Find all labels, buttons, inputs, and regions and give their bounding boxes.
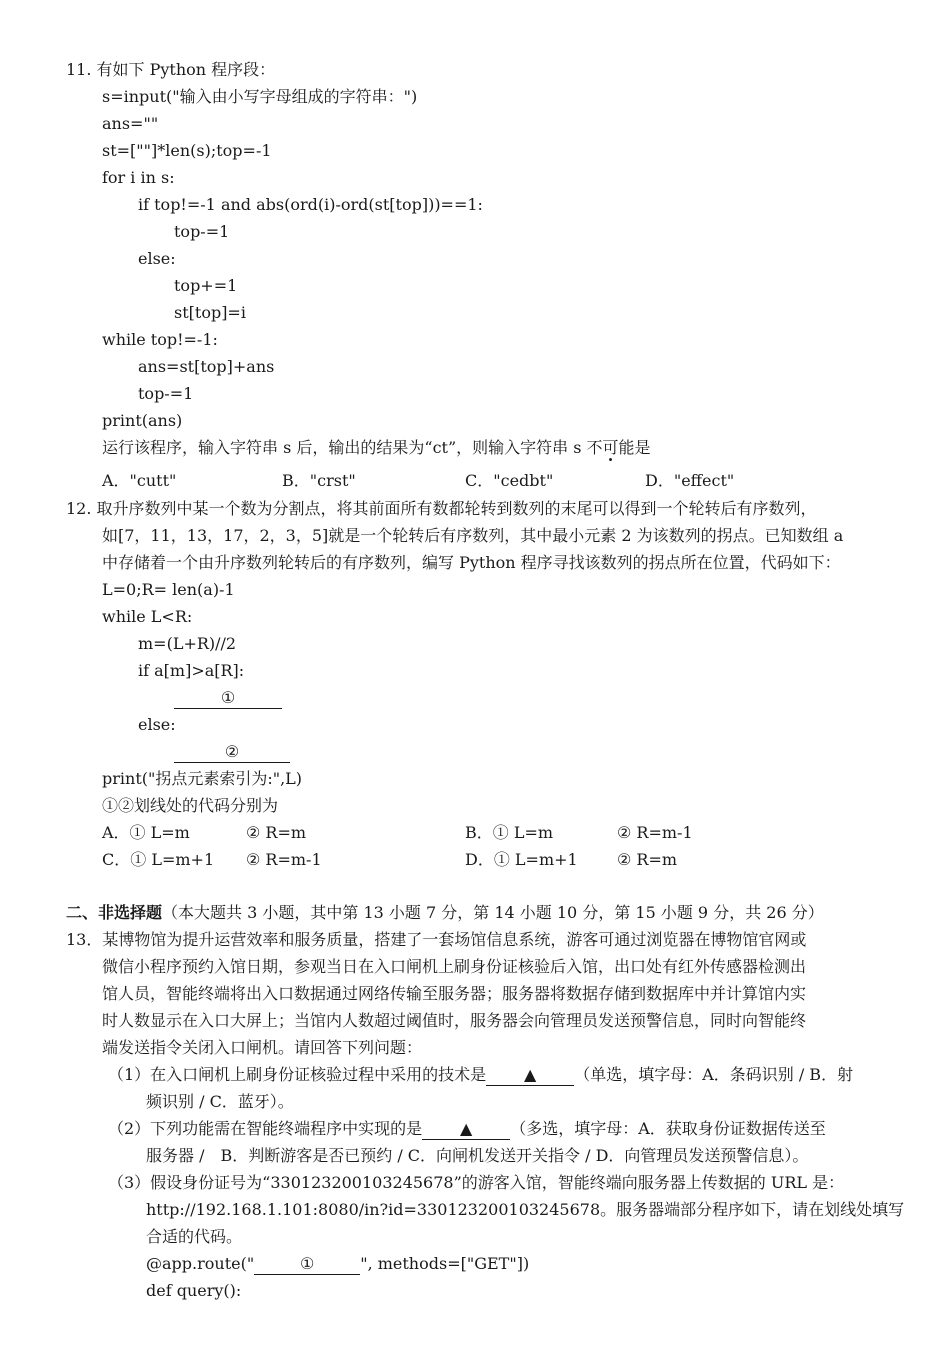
q12-code-line: while L<R: [102,607,193,626]
q11-code-line: while top!=-1: [102,330,218,349]
q12-option-d1: D．① L=m+1 [465,850,578,869]
q11-option-d: D．"effect" [645,471,735,490]
section-note: （本大题共 3 小题，其中第 13 小题 7 分，第 14 小题 10 分，第 15 小题 9 分，共 26 分） [162,903,824,922]
q13-part1-text: （1）在入口闸机上刷身份证核验过程中采用的技术是 [108,1065,487,1084]
q12-option-a1: A．① L=m [102,823,190,842]
q11-code-line: else: [138,249,176,268]
q11-code-line: for i in s: [102,168,175,187]
q11-code-line: top-=1 [138,384,194,403]
q11-code-line: st[top]=i [174,303,246,322]
q13-text-line: 13．某博物馆为提升运营效率和服务质量，搭建了一套场馆信息系统，游客可通过浏览器在博物馆官网或 [66,930,807,949]
q13-part2-cont: 服务器 / B．判断游客是否已预约 / C．向闸机发送开关指令 / D．向管理员发送预警信息）。 [146,1146,809,1165]
section-heading [66,903,824,923]
q11-header: 11. 有如下 Python 程序段： [66,60,276,79]
q12-code-line: m=(L+R)//2 [138,634,237,653]
q13-text-line: 馆人员，智能终端将出入口数据通过网络传输至服务器；服务器将数据存储到数据库中并计算馆内实 [102,984,807,1003]
q13-route-line [146,1254,529,1275]
q12-code-line: if a[m]>a[R]: [138,661,245,680]
q13-def-line: def query(): [146,1281,242,1300]
q12-blank-2 [174,742,290,763]
q12-option-d2: ② R=m [617,850,678,869]
route-decorator-end: ", methods=["GET"]) [360,1254,530,1273]
route-blank: ① [254,1254,360,1275]
route-decorator-start: @app.route(" [146,1254,255,1273]
q13-part3-line: 合适的代码。 [146,1227,243,1246]
q11-option-b: B．"crst" [282,471,356,490]
q12-blank-1 [174,688,282,709]
q12-question: ①②划线处的代码分别为 [102,796,279,815]
q12-text-line: 12. 取升序数列中某一个数为分割点，将其前面所有数都轮转到数列的末尾可以得到一个轮转后有序数列， [66,499,817,518]
q13-part1-blank: ▲ [486,1065,574,1086]
q12-code-line: L=0;R= len(a)-1 [102,580,235,599]
q13-part1-cont: 频识别 / C．蓝牙）。 [146,1092,294,1111]
q11-option-c: C．"cedbt" [465,471,554,490]
q11-code-line: top+=1 [174,276,238,295]
q13-text-line: 时人数显示在入口大屏上；当馆内人数超过阈值时，服务器会向管理员发送预警信息，同时向智能终 [102,1011,807,1030]
q12-code-line: print("拐点元素索引为:",L) [102,769,303,788]
q12-text-line: 中存储着一个由升序数列轮转后的有序数列，编写 Python 程序寻找该数列的拐点所在位置，代码如下： [102,553,841,572]
q11-option-a: A．"cutt" [102,471,177,490]
q12-text-line: 如[7，11，13，17，2，3，5]就是一个轮转后有序数列，其中最小元素 2 为该数列的拐点。已知数组 a [102,526,844,545]
blank-line-2: ② [174,742,290,763]
blank-line-1: ① [174,688,282,709]
q11-stem-emphasis: 不可能 [586,438,635,457]
q12-option-a2: ② R=m [246,823,307,842]
q11-code-line: print(ans) [102,411,183,430]
q13-part3-url-line: http://192.168.1.101:8080/in?id=330123200103245678。服务器端部分程序如下，请在划线处填写 [146,1200,905,1219]
q11-code-line: st=[""]*len(s);top=-1 [102,141,272,160]
q11-stem [102,438,651,458]
q12-option-b2: ② R=m-1 [617,823,693,842]
q13-part1-hint: （单选，填字母：A．条码识别 / B．射 [574,1065,854,1084]
section-title: 二、非选择题 [66,903,163,922]
q12-option-b1: B．① L=m [465,823,554,842]
q13-part2-hint: （多选，填字母：A．获取身份证数据传送至 [510,1119,826,1138]
q11-code-line: if top!=-1 and abs(ord(i)-ord(st[top]))==1: [138,195,483,214]
q13-part2 [108,1119,826,1140]
q11-code-line: top-=1 [174,222,230,241]
q13-part2-blank: ▲ [422,1119,510,1140]
q13-part1 [108,1065,853,1086]
q12-option-c1: C．① L=m+1 [102,850,215,869]
q13-part3-line: （3）假设身份证号为“330123200103245678”的游客入馆，智能终端向服务器上传数据的 URL 是： [108,1173,845,1192]
q11-code-line: ans=st[top]+ans [138,357,275,376]
q12-code-line: else: [138,715,176,734]
q13-text-line: 微信小程序预约入馆日期，参观当日在入口闸机上刷身份证核验后入馆，出口处有红外传感器检测出 [102,957,807,976]
q13-text-line: 端发送指令关闭入口闸机。请回答下列问题： [102,1038,423,1057]
q12-option-c2: ② R=m-1 [246,850,322,869]
q11-stem-end: 是 [634,438,651,457]
q13-part2-text: （2）下列功能需在智能终端程序中实现的是 [108,1119,423,1138]
q11-code-line: ans="" [102,114,159,133]
q11-code-line: s=input("输入由小写字母组成的字符串：") [102,87,418,106]
q11-stem-text: 运行该程序，输入字符串 s 后，输出的结果为“ct”，则输入字符串 s [102,438,587,457]
